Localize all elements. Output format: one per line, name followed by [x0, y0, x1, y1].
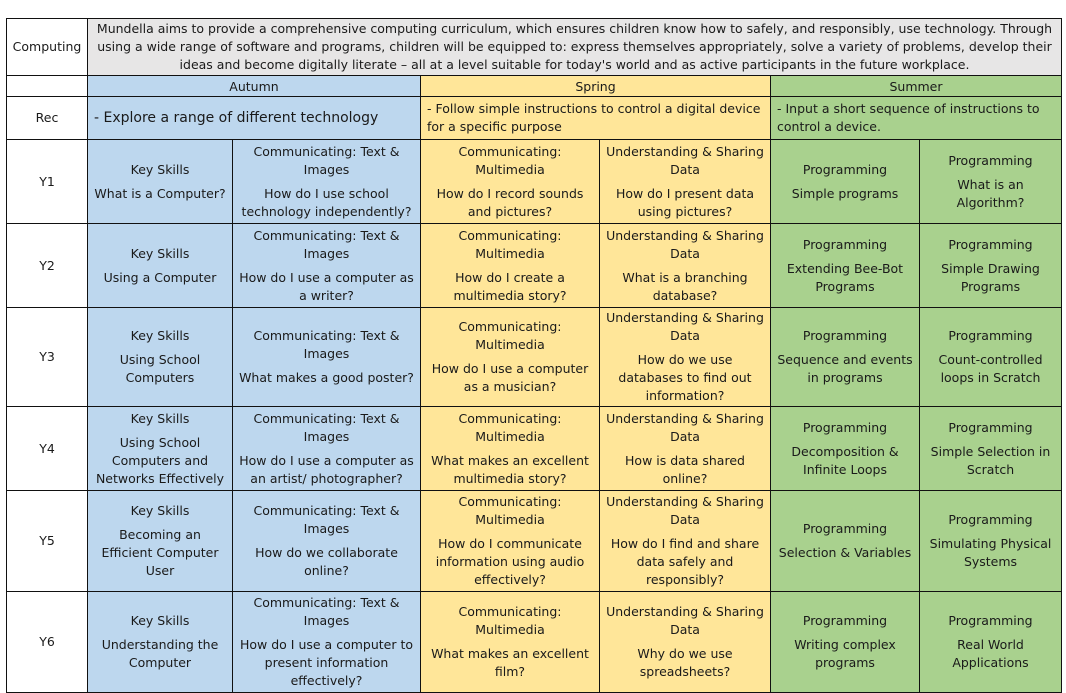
unit-question: Understanding the Computer [101, 637, 219, 670]
cell-key-skills [88, 592, 233, 693]
unit-title: Understanding & Sharing Data [606, 410, 764, 444]
unit-question: What is a branching database? [622, 269, 748, 303]
unit-question: Using School Computers and Networks Effectively [95, 434, 225, 486]
unit-question: Sequence and events in programs [777, 352, 913, 385]
unit-question: Decomposition & Infinite Loops [791, 443, 899, 477]
rec-row [7, 97, 1062, 140]
unit-question: How do we collaborate online? [255, 545, 398, 578]
cell-programming-2 [920, 308, 1062, 407]
cell-data [600, 224, 771, 308]
unit-title: Communicating: Text & Images [253, 143, 400, 177]
cell-multimedia [421, 224, 600, 308]
unit-title: Key Skills [130, 245, 190, 261]
unit-question: Using School Computers [119, 352, 201, 385]
unit-title: Understanding & Sharing Data [606, 310, 764, 343]
unit-title: Programming [948, 512, 1033, 527]
unit-title: Programming [802, 328, 888, 343]
unit-title: Understanding & Sharing Data [606, 143, 764, 177]
cell-key-skills [88, 491, 233, 592]
year-row [7, 592, 1062, 693]
cell-programming-1 [771, 308, 920, 407]
unit-title: Programming [802, 419, 888, 435]
unit-question: Using a Computer [103, 269, 217, 285]
unit-question: Why do we use spreadsheets? [637, 646, 733, 679]
unit-question: Real World Applications [952, 637, 1029, 670]
cell-multimedia [421, 592, 600, 693]
season-corner-cell [7, 76, 88, 97]
cell-multimedia [421, 308, 600, 407]
cell-multimedia [421, 407, 600, 491]
cell-programming-1 [771, 407, 920, 491]
curriculum-table [6, 18, 1062, 693]
rec-summer: - Input a short sequence of instructions to control a device. [771, 97, 1062, 140]
subject-label: Computing [7, 19, 88, 76]
year-label: Y6 [7, 592, 88, 693]
cell-programming-2 [920, 140, 1062, 224]
unit-question: What makes a good poster? [239, 370, 414, 385]
season-summer: Summer [771, 76, 1062, 97]
unit-title: Key Skills [130, 503, 190, 518]
unit-question: How do I record sounds and pictures? [436, 185, 584, 219]
unit-title: Communicating: Text & Images [253, 227, 400, 261]
unit-title: Programming [948, 613, 1033, 628]
unit-title: Communicating: Text & Images [253, 503, 400, 536]
cell-programming-1 [771, 140, 920, 224]
cell-text-images [233, 491, 421, 592]
unit-question: What is a Computer? [94, 185, 226, 201]
unit-title: Communicating: Text & Images [253, 595, 400, 628]
unit-question: How do I find and share data safely and responsibly? [610, 536, 760, 587]
unit-question: Simple Drawing Programs [941, 260, 1040, 294]
cell-programming-1 [771, 224, 920, 308]
unit-title: Communicating: Multimedia [458, 494, 562, 527]
unit-question: How do I use a computer as a musician? [431, 361, 589, 394]
unit-question: How do I use a computer as an artist/ photographer? [239, 452, 414, 486]
cell-programming-2 [920, 491, 1062, 592]
unit-question: What makes an excellent multimedia story? [431, 452, 589, 486]
unit-question: Count-controlled loops in Scratch [938, 352, 1043, 385]
unit-title: Communicating: Text & Images [253, 410, 400, 444]
unit-title: Key Skills [130, 328, 190, 343]
rec-spring: - Follow simple instructions to control a digital device for a specific purpose [421, 97, 771, 140]
unit-title: Communicating: Text & Images [253, 328, 400, 361]
unit-title: Programming [948, 328, 1033, 343]
unit-question: Becoming an Efficient Computer User [101, 527, 219, 578]
cell-data [600, 308, 771, 407]
cell-text-images [233, 224, 421, 308]
unit-title: Programming [802, 521, 888, 536]
unit-question: How do I use a computer as a writer? [239, 269, 414, 303]
year-label: Y5 [7, 491, 88, 592]
unit-title: Understanding & Sharing Data [606, 494, 764, 527]
unit-question: Extending Bee-Bot Programs [786, 260, 904, 294]
year-row [7, 140, 1062, 224]
cell-text-images [233, 308, 421, 407]
cell-data [600, 140, 771, 224]
unit-question: Simple programs [791, 185, 899, 201]
unit-question: Selection & Variables [778, 545, 912, 560]
cell-multimedia [421, 140, 600, 224]
year-label: Y1 [7, 140, 88, 224]
unit-title: Programming [802, 161, 888, 177]
unit-title: Key Skills [130, 161, 190, 177]
year-label: Y3 [7, 308, 88, 407]
cell-key-skills [88, 224, 233, 308]
cell-data [600, 407, 771, 491]
cell-multimedia [421, 491, 600, 592]
year-row [7, 407, 1062, 491]
unit-title: Programming [802, 236, 888, 252]
unit-title: Programming [948, 152, 1033, 168]
unit-question: How do I communicate information using audio effectively? [435, 536, 585, 587]
cell-programming-2 [920, 592, 1062, 693]
unit-question: How do I present data using pictures? [615, 185, 755, 219]
cell-text-images [233, 407, 421, 491]
cell-key-skills [88, 140, 233, 224]
unit-question: How do I use school technology independently? [241, 185, 412, 219]
unit-title: Communicating: Multimedia [458, 604, 562, 637]
cell-programming-1 [771, 592, 920, 693]
cell-text-images [233, 592, 421, 693]
intro-text: Mundella aims to provide a comprehensive computing curriculum, which ensures children know how to safely, and responsibly, use technology. Through using a wide range of software and programs, children will be equipped to: express themselves appropriately, solve a variety of problems, develop their ideas and become digitally literate – all at a level suitable for today's world and as active participants in the future workplace. [88, 19, 1062, 76]
cell-data [600, 491, 771, 592]
unit-question: How do we use databases to find out information? [618, 352, 752, 403]
unit-question: How do I use a computer to present information effectively? [240, 637, 413, 688]
unit-title: Key Skills [130, 613, 190, 628]
rec-autumn: - Explore a range of different technology [88, 97, 421, 140]
unit-title: Key Skills [130, 410, 190, 426]
unit-title: Communicating: Multimedia [458, 410, 562, 444]
season-row [7, 76, 1062, 97]
cell-key-skills [88, 407, 233, 491]
unit-question: Simulating Physical Systems [929, 536, 1052, 569]
year-row [7, 308, 1062, 407]
unit-question: Simple Selection in Scratch [930, 443, 1051, 477]
unit-title: Programming [802, 613, 888, 628]
unit-title: Communicating: Multimedia [458, 227, 562, 261]
unit-question: What is an Algorithm? [956, 176, 1025, 210]
year-row [7, 491, 1062, 592]
cell-programming-2 [920, 407, 1062, 491]
unit-question: How is data shared online? [625, 452, 745, 486]
unit-title: Communicating: Multimedia [458, 319, 562, 352]
unit-title: Programming [948, 236, 1033, 252]
unit-title: Understanding & Sharing Data [606, 227, 764, 261]
rec-label: Rec [7, 97, 88, 140]
year-label: Y2 [7, 224, 88, 308]
cell-programming-1 [771, 491, 920, 592]
unit-question: How do I create a multimedia story? [453, 269, 567, 303]
season-spring: Spring [421, 76, 771, 97]
unit-title: Understanding & Sharing Data [606, 604, 764, 637]
cell-programming-2 [920, 224, 1062, 308]
unit-title: Programming [948, 419, 1033, 435]
cell-key-skills [88, 308, 233, 407]
season-autumn: Autumn [88, 76, 421, 97]
cell-data [600, 592, 771, 693]
cell-text-images [233, 140, 421, 224]
year-row [7, 224, 1062, 308]
unit-question: What makes an excellent film? [431, 646, 589, 679]
header-row [7, 19, 1062, 76]
year-label: Y4 [7, 407, 88, 491]
unit-title: Communicating: Multimedia [458, 143, 562, 177]
unit-question: Writing complex programs [794, 637, 896, 670]
